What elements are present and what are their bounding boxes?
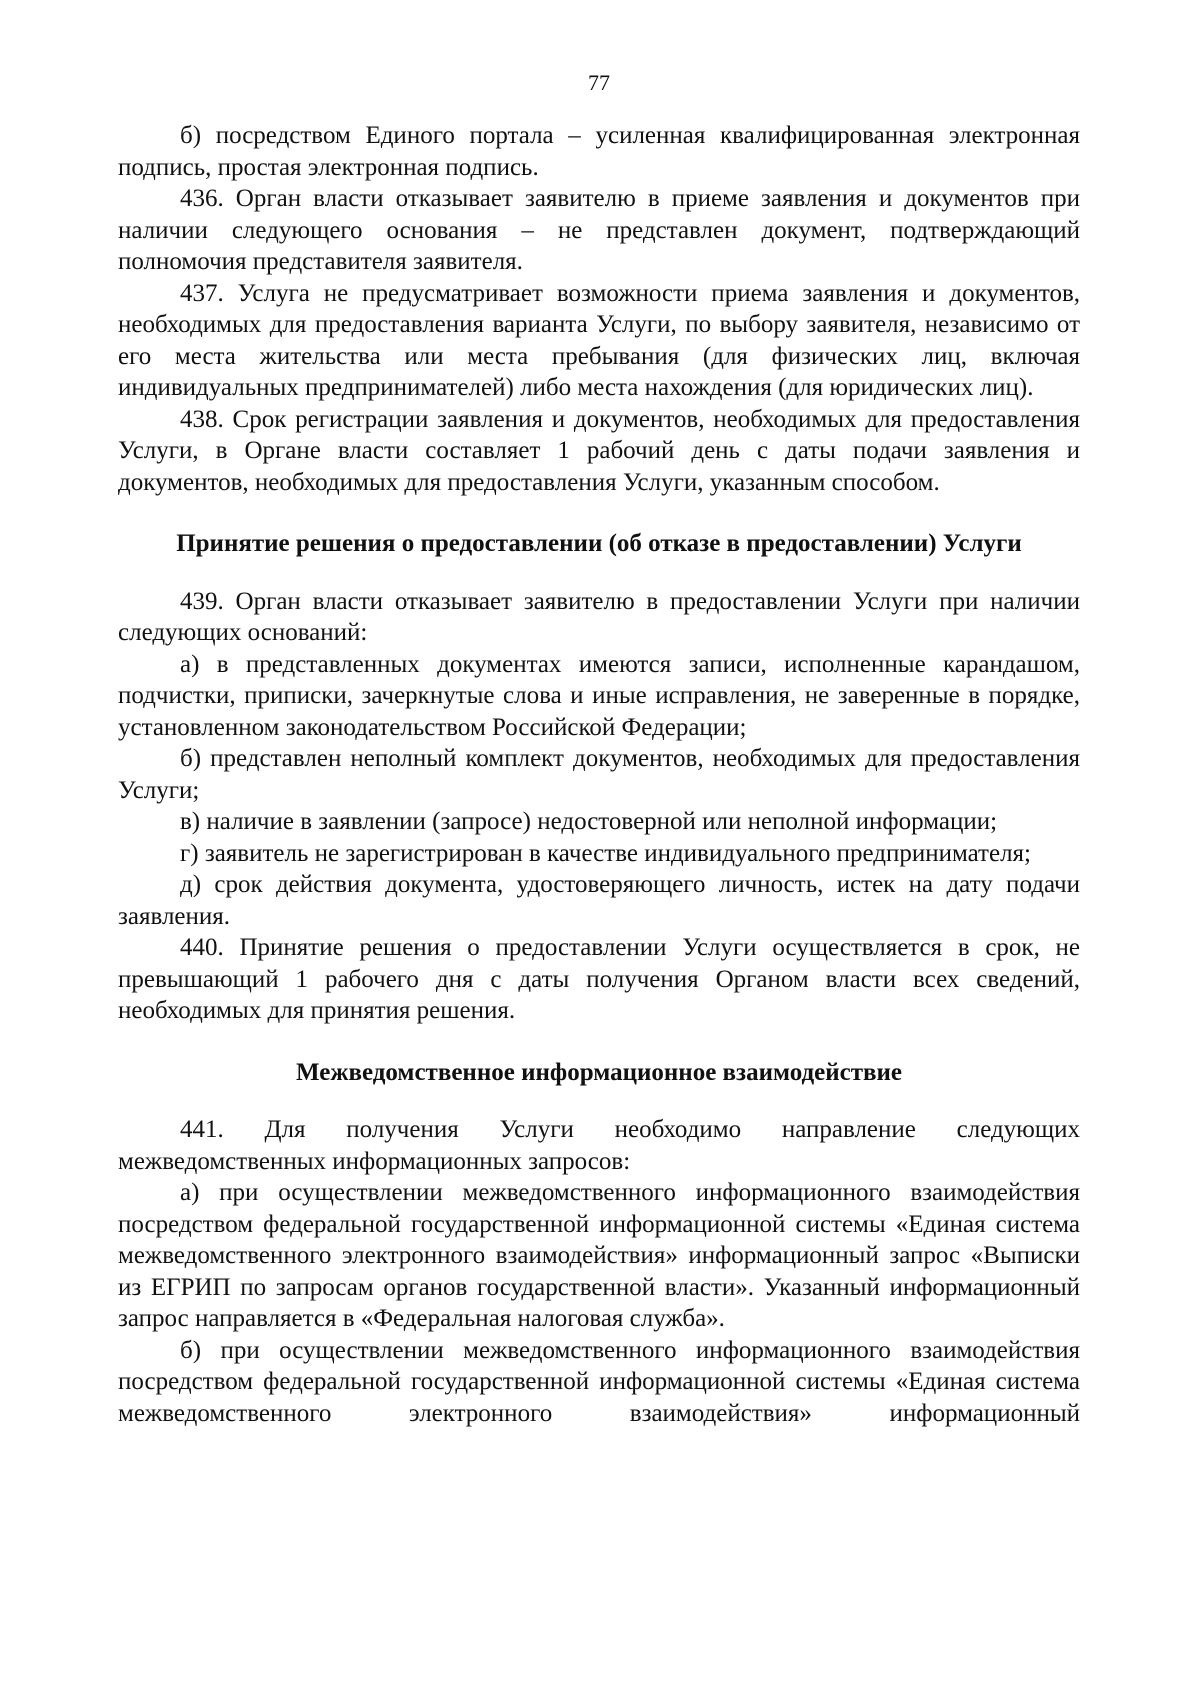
list-item-441-b: б) при осуществлении межведомственного информационного взаимодействия посредством федеральной государственной информационной системы «Единая система межведомственного электронного взаимодействия» информационный [118, 1336, 1080, 1427]
list-item-d: д) срок действия документа, удостоверяющего личность, истек на дату подачи заявления. [118, 871, 1080, 930]
paragraph-437: 437. Услуга не предусматривает возможности приема заявления и документов, необходимых для предоставления варианта Услуги, по выбору заявителя, независимо от его места жительства или места пребывания (для физических лиц, включая индивидуальных предпринимателей) либо места нахождения (для юридических лиц). [118, 279, 1080, 401]
list-item-v: в) наличие в заявлении (запросе) недостоверной или неполной информации; [180, 808, 998, 835]
list-item-a: а) в представленных документах имеются записи, исполненные карандашом, подчистки, приписки, зачеркнутые слова и иные исправления, не заверенные в порядке, установленном законодательством Российской Федерации; [118, 650, 1080, 741]
list-item-441-a: а) при осуществлении межведомственного информационного взаимодействия посредством федеральной государственной информационной системы «Единая система межведомственного электронного взаимодействия» информационный запрос «Выписки из ЕГРИП по запросам органов государственной власти». Указанный информационный запрос направляется в «Федеральная налоговая служба». [118, 1179, 1080, 1332]
paragraph-438: 438. Срок регистрации заявления и документов, необходимых для предоставления Услуги, в Органе власти составляет 1 рабочий день с даты подачи заявления и документов, необходимых для предоставления Услуги, указанным способом. [118, 405, 1080, 496]
paragraph-439: 439. Орган власти отказывает заявителю в предоставлении Услуги при наличии следующих оснований: [118, 587, 1080, 646]
paragraph-signature-portal: б) посредством Единого портала – усиленная квалифицированная электронная подпись, простая электронная подпись. [118, 122, 1080, 181]
page-number: 77 [588, 70, 610, 95]
document-page [118, 70, 1080, 1670]
section-heading-interagency: Межведомственное информационное взаимодействие [296, 1058, 902, 1086]
paragraph-441: 441. Для получения Услуги необходимо направление следующих межведомственных информационных запросов: [118, 1116, 1080, 1175]
list-item-b: б) представлен неполный комплект документов, необходимых для предоставления Услуги; [118, 745, 1080, 804]
list-item-g: г) заявитель не зарегистрирован в качестве индивидуального предпринимателя; [180, 839, 1032, 867]
paragraph-440: 440. Принятие решения о предоставлении Услуги осуществляется в срок, не превышающий 1 рабочего дня с даты получения Органом власти всех сведений, необходимых для принятия решения. [118, 934, 1080, 1024]
paragraph-436: 436. Орган власти отказывает заявителю в приеме заявления и документов при наличии следующего основания – не представлен документ, подтверждающий полномочия представителя заявителя. [118, 185, 1080, 275]
section-heading-decision: Принятие решения о предоставлении (об отказе в предоставлении) Услуги [176, 530, 1022, 557]
